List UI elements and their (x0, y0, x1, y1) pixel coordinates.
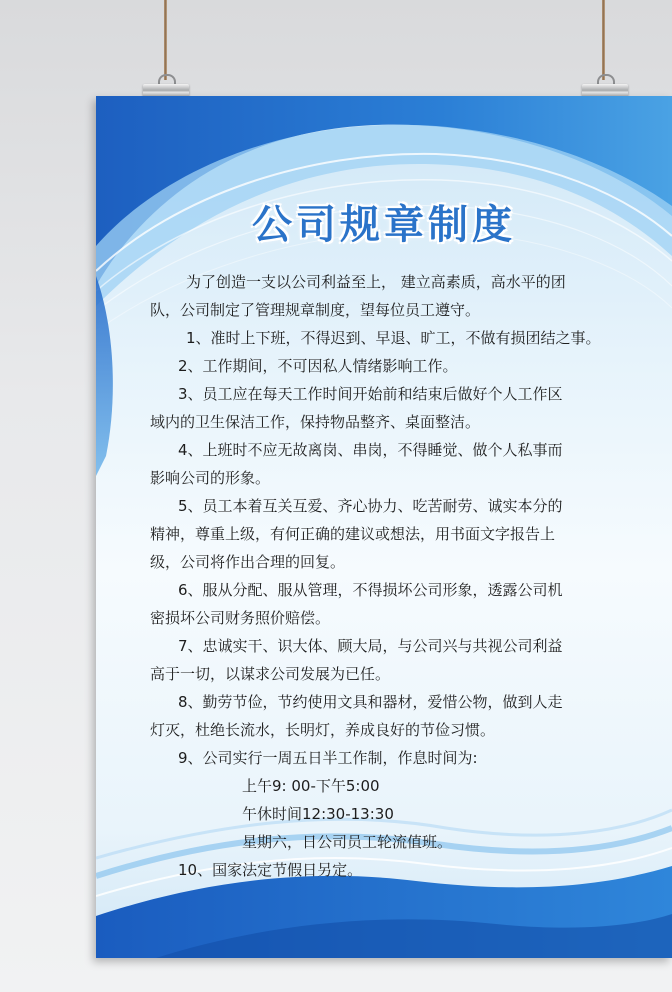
rule-item-continued: 影响公司的形象。 (150, 469, 271, 487)
rule-item-continued: 精神，尊重上级，有何正确的建议或想法，用书面文字报告上 (150, 525, 556, 543)
schedule-line: 星期六，日公司员工轮流值班。 (242, 833, 453, 851)
intro-line: 队，公司制定了管理规章制度，望每位员工遵守。 (150, 301, 481, 319)
rule-item: 4、上班时不应无故离岗、串岗，不得睡觉、做个人私事而 (178, 441, 563, 459)
rule-item: 7、忠诚实干、识大体、顾大局，与公司兴与共视公司利益 (178, 637, 563, 655)
rule-item: 1、准时上下班，不得迟到、早退、旷工，不做有损团结之事。 (186, 329, 601, 347)
schedule-line: 上午9: 00-下午5:00 (242, 777, 380, 795)
rule-item: 8、勤劳节俭，节约使用文具和器材，爱惜公物，做到人走 (178, 693, 563, 711)
intro-line: 为了创造一支以公司利益至上， 建立高素质，高水平的团 (186, 273, 566, 291)
rule-item: 5、员工本着互关互爱、齐心协力、吃苦耐劳、诚实本分的 (178, 497, 563, 515)
rule-item: 6、服从分配、服从管理，不得损坏公司形象，透露公司机 (178, 581, 563, 599)
rule-item-continued: 高于一切，以谋求公司发展为已任。 (150, 665, 391, 683)
schedule-line: 午休时间12:30-13:30 (242, 805, 394, 823)
rule-item: 3、员工应在每天工作时间开始前和结束后做好个人工作区 (178, 385, 563, 403)
poster-title: 公司规章制度 (252, 202, 516, 248)
hanging-wire-left (164, 0, 167, 80)
rule-item-continued: 域内的卫生保洁工作，保持物品整齐、桌面整洁。 (150, 413, 481, 431)
rule-item-continued: 级，公司将作出合理的回复。 (150, 553, 346, 571)
rule-item: 10、国家法定节假日另定。 (178, 861, 363, 879)
rule-item: 2、工作期间，不可因私人情绪影响工作。 (178, 357, 458, 375)
rule-item: 9、公司实行一周五日半工作制，作息时间为: (178, 749, 478, 767)
rule-item-continued: 密损坏公司财务照价赔偿。 (150, 609, 331, 627)
hanging-wire-right (602, 0, 605, 80)
rule-item-continued: 灯灭，杜绝长流水，长明灯，养成良好的节俭习惯。 (150, 721, 496, 739)
